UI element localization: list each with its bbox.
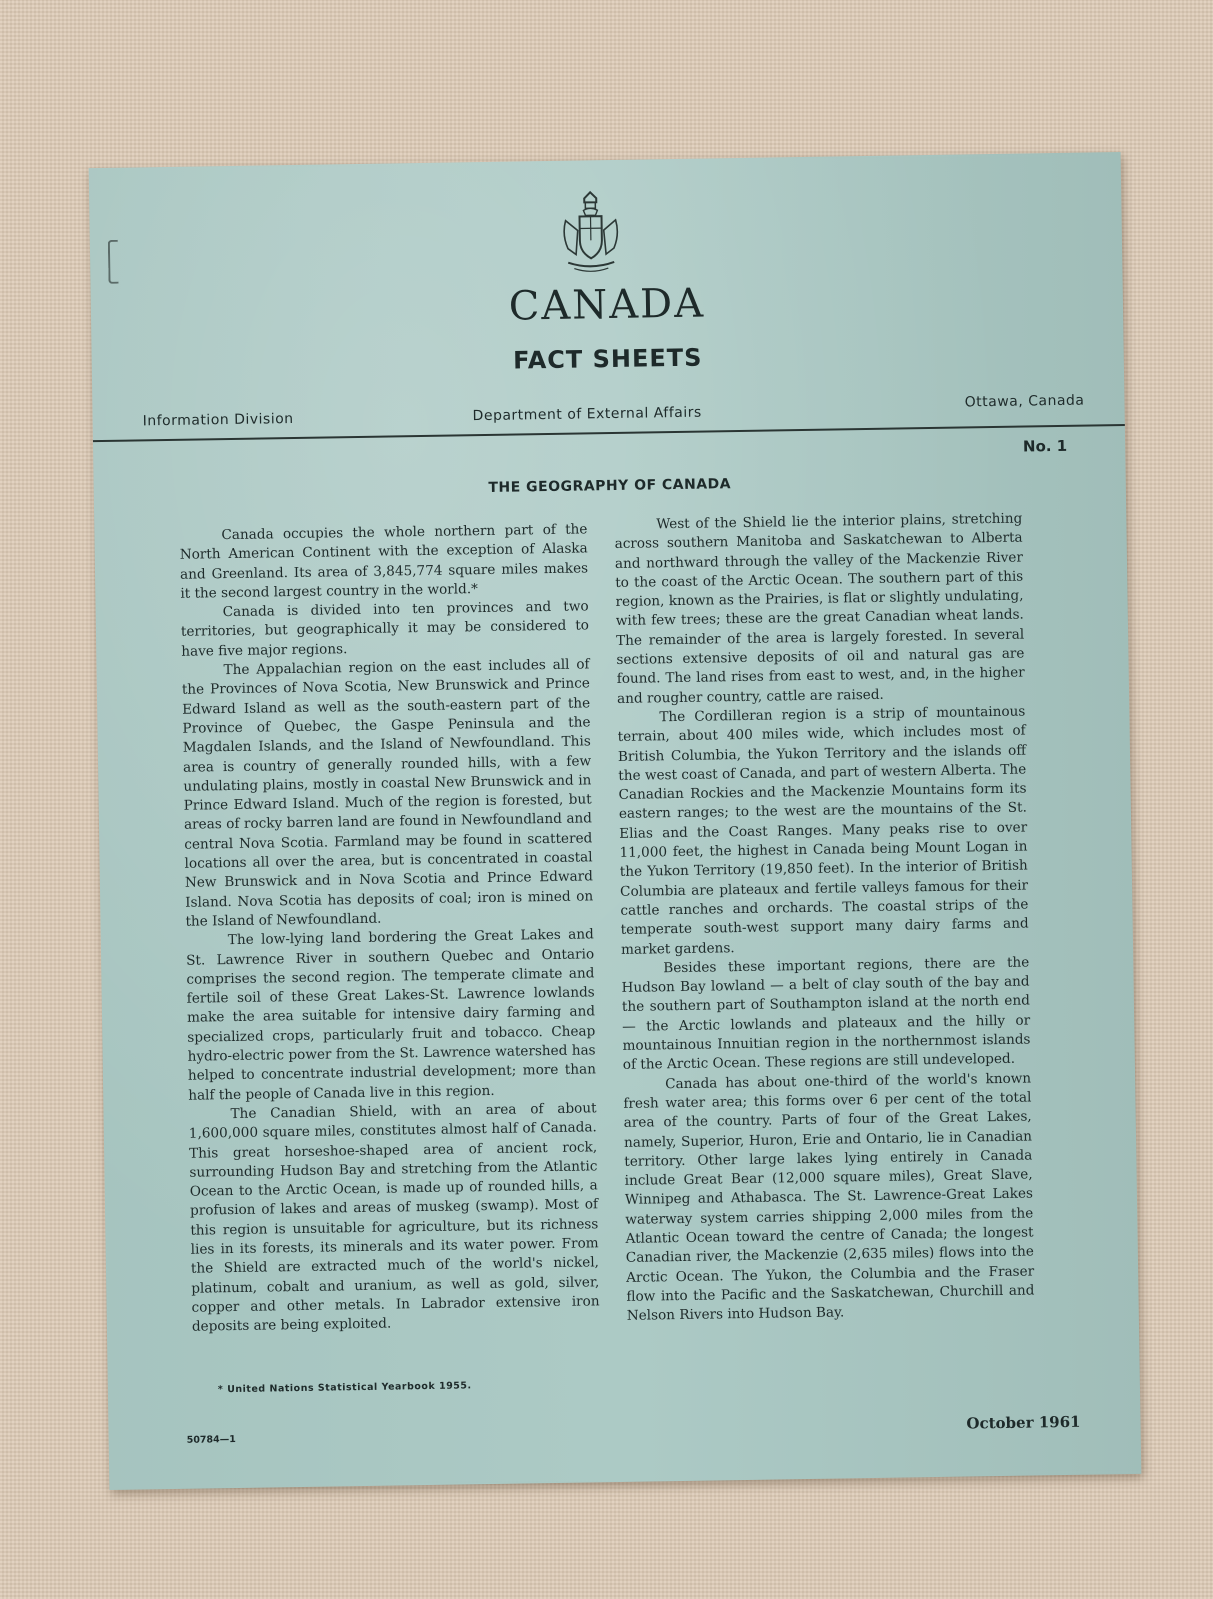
paragraph: West of the Shield lie the interior plains, stretching across southern Manitoba and Saskatchewan to Alberta and northward through the valley of the Mackenzie River to the coast of the Arctic Ocean. The southern part of this region, known as the Prairies, is flat or slightly undulating, with few trees; these are the great Canadian wheat lands. The remainder of the area is largely forested. In several sections extensive deposits of oil and natural gas are found. The land rises from east to west, and, in the higher and rougher country, cattle are raised. bbox=[614, 510, 1025, 707]
article-heading: THE GEOGRAPHY OF CANADA bbox=[488, 476, 732, 496]
left-column bbox=[179, 520, 600, 1337]
coat-of-arms-icon bbox=[555, 190, 626, 277]
paragraph: Canada has about one-third of the world's known fresh water area; this forms over 6 per cent of the total area of the country. Parts of four of the Great Lakes, namely, Superior, Huron, Erie and Ontario, lie in Canadian territory. Other large lakes lying entirely in Canada include Great Bear (12,000 square miles), Great Slave, Winnipeg and Athabasca. The St. Lawrence-Great Lakes waterway system carries shipping 2,000 miles from the Atlantic Ocean toward the centre of Canada; the longest Canadian river, the Mackenzie (2,635 miles) flows into the Arctic Ocean. The Yukon, the Columbia and the Fraser flow into the Pacific and the Saskatchewan, Churchill and Nelson Rivers into Hudson Bay. bbox=[623, 1070, 1035, 1325]
page-subtitle: FACT SHEETS bbox=[512, 343, 703, 375]
paragraph: The Cordilleran region is a strip of mountainous terrain, about 400 miles wide, which includes most of British Columbia, the Yukon Territory and the islands off the west coast of Canada, and part of western Alberta. The Canadian Rockies and the Mackenzie Mountains form its eastern ranges; to the west are the mountains of the St. Elias and the Coast Ranges. Many peaks rise to over 11,000 feet, the highest in Canada being Mount Logan in the Yukon Territory (19,850 feet). In the interior of British Columbia are plateaux and fertile valleys famous for their cattle ranches and orchards. The coastal strips of the temperate south-west support many dairy farms and market gardens. bbox=[617, 703, 1029, 958]
issue-number: No. 1 bbox=[1022, 436, 1068, 456]
paragraph: The Appalachian region on the east includes all of the Provinces of Nova Scotia, New Brunswick and Prince Edward Island as well as the south-eastern part of the Province of Quebec, the Gaspe Peninsula and the Magdalen Islands, and the Island of Newfoundland. This area is country of generally rounded hills, with a few undulating plains, mostly in coastal New Brunswick and in Prince Edward Island. Much of the region is forested, but areas of rocky barren land are found in Newfoundland and central Nova Scotia. Farmland may be found in scattered locations all over the area, but is concentrated in coastal New Brunswick and in Nova Scotia and Prince Edward Island. Nova Scotia has deposits of coal; iron is mined on the Island of Newfoundland. bbox=[181, 656, 594, 930]
publication-date: October 1961 bbox=[966, 1412, 1081, 1433]
staple-mark bbox=[108, 240, 119, 284]
paragraph: Besides these important regions, there are the Hudson Bay lowland — a belt of clay south of the bay and the southern part of Southampton island at the north end — the Arctic lowlands and plateaux and the hilly or mountainous Innuitian region in the northernmost islands of the Arctic Ocean. These regions are still undeveloped. bbox=[621, 954, 1031, 1074]
document-code: 50784—1 bbox=[186, 1434, 236, 1446]
footnote: * United Nations Statistical Yearbook 1955. bbox=[217, 1380, 472, 1396]
right-column bbox=[614, 510, 1035, 1327]
paragraph: Canada is divided into ten provinces and two territories, but geographically it may be considered to have five major regions. bbox=[180, 598, 590, 660]
location-label: Ottawa, Canada bbox=[964, 392, 1085, 411]
paragraph: The low-lying land bordering the Great Lakes and St. Lawrence River in southern Quebec and Ontario comprises the second region. The temperate climate and fertile soil of these Great Lakes-St. Lawrence lowlands make the area suitable for intensive dairy farming and specialized crops, particularly fruit and tobacco. Cheap hydro-electric power from the St. Lawrence watershed has helped to concentrate industrial development; more than half the people of Canada live in this region. bbox=[186, 926, 597, 1104]
department-label: Department of External Affairs bbox=[472, 404, 702, 425]
fact-sheet-page bbox=[89, 152, 1142, 1490]
division-label: Information Division bbox=[142, 410, 294, 430]
paragraph: The Canadian Shield, with an area of about 1,600,000 square miles, constitutes almost half of Canada. This great horseshoe-shaped area of ancient rock, surrounding Hudson Bay and stretching from the Atlantic Ocean to the Arctic Ocean, is made up of rounded hills, a profusion of lakes and areas of muskeg (swamp). Most of this region is unsuitable for agriculture, but its richness lies in its forests, its minerals and its water power. From the Shield are extracted much of the world's nickel, platinum, cobalt and uranium, as well as gold, silver, copper and other metals. In Labrador extensive iron deposits are being exploited. bbox=[188, 1100, 600, 1335]
paragraph: Canada occupies the whole northern part of the North American Continent with the exception of Alaska and Greenland. Its area of 3,845,774 square miles makes it the second largest country in the world.* bbox=[179, 521, 589, 602]
page-title: CANADA bbox=[508, 280, 706, 330]
